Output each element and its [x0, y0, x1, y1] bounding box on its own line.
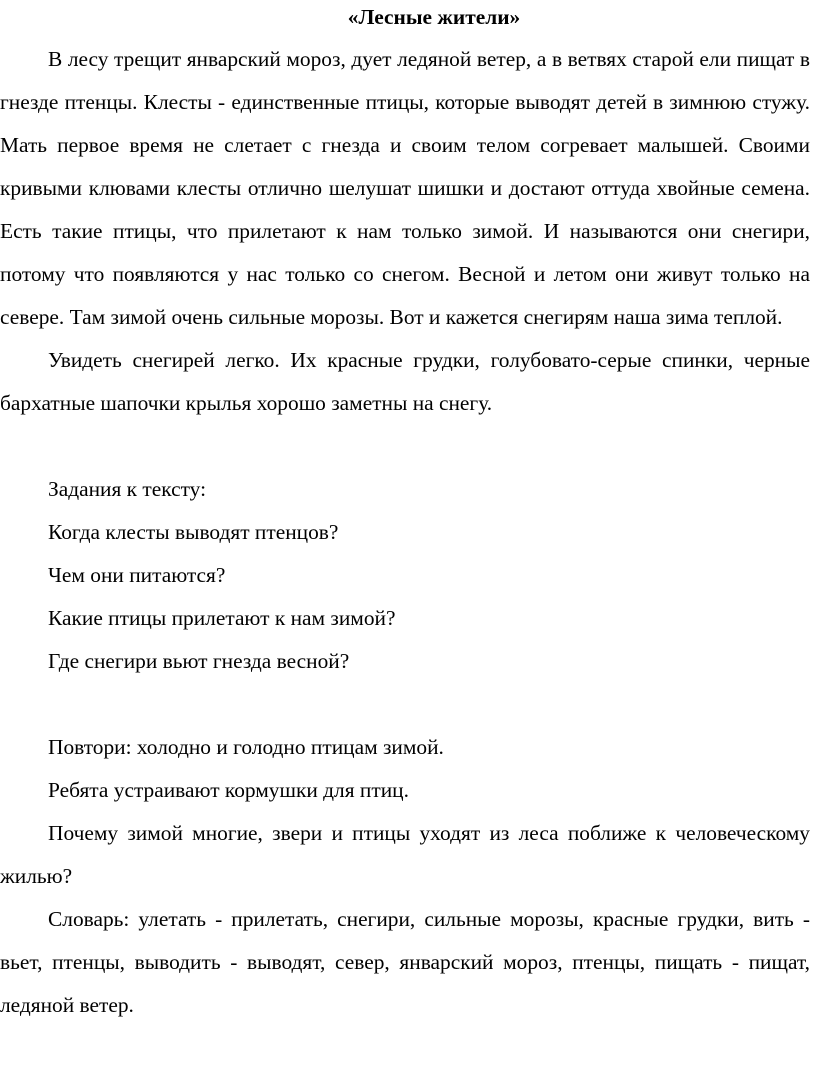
repeat-line-2: Ребята устраивают кормушки для птиц. — [48, 778, 409, 802]
tasks-heading: Задания к тексту: — [48, 477, 207, 501]
repeat-question: Почему зимой многие, звери и птицы уходят из леса поближе к человеческому жилью? — [0, 821, 810, 888]
task-question-4: Где снегири вьют гнезда весной? — [48, 649, 350, 673]
spacer — [0, 683, 810, 726]
spacer — [0, 425, 810, 468]
story-paragraph-1: В лесу трещит январский мороз, дует ледяной ветер, а в ветвях старой ели пищат в гнезде птенцы. Клесты - единственные птицы, которые выводят детей в зимнюю стужу. Мать первое время не слетает с гнезда и своим телом согревает малышей. Своими кривыми клювами клесты отлично шелушат шишки и достают оттуда хвойные семена. Есть такие птицы, что прилетают к нам только зимой. И называются они снегири, потому что появляются у нас только со снегом. Весной и летом они живут только на севере. Там зимой очень сильные морозы. Вот и кажется снегирям наша зима теплой. — [0, 47, 810, 329]
document-title: «Лесные жители» — [347, 5, 521, 29]
repeat-line-1: Повтори: холодно и голодно птицам зимой. — [48, 735, 444, 759]
vocabulary-paragraph: Словарь: улетать - прилетать, снегири, сильные морозы, красные грудки, вить - вьет, птенцы, выводить - выводят, север, январский мороз, птенцы, пищать - пищат, ледяной ветер. — [0, 907, 810, 1017]
story-paragraph-2: Увидеть снегирей легко. Их красные грудки, голубовато-серые спинки, черные бархатные шапочки крылья хорошо заметны на снегу. — [0, 348, 810, 415]
task-question-3: Какие птицы прилетают к нам зимой? — [48, 606, 396, 630]
task-question-2: Чем они питаются? — [48, 563, 226, 587]
task-question-1: Когда клесты выводят птенцов? — [48, 520, 339, 544]
